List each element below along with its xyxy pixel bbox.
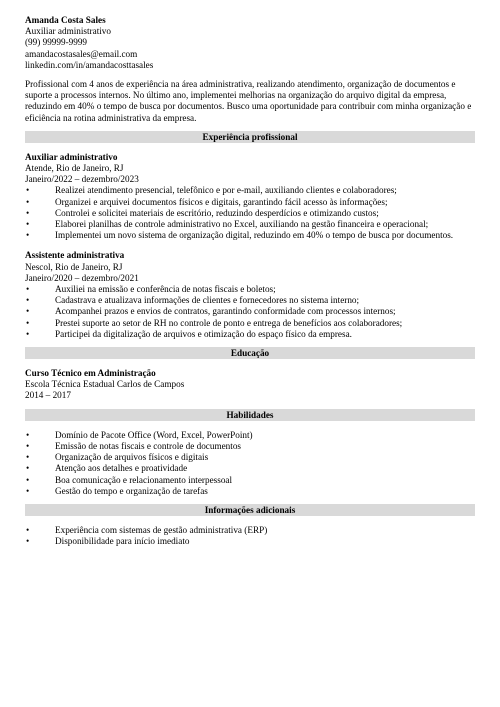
bullet-icon: • [26,440,30,451]
bullet-icon: • [26,295,30,306]
list-item-text: Realizei atendimento presencial, telefônico e por e-mail, auxiliando clientes e colaboradores; [55,185,397,196]
education-course: Curso Técnico em Administração [25,368,156,379]
candidate-name: Amanda Costa Sales [25,15,106,25]
job-period: Janeiro/2022 – dezembro/2023 [25,174,139,185]
list-item-text: Atenção aos detalhes e proatividade [55,463,188,474]
list-item [25,452,475,463]
list-item [25,536,475,547]
list-item-text: Domínio de Pacote Office (Word, Excel, PowerPoint) [55,429,253,440]
list-item [25,329,475,340]
list-item-text: Implementei um novo sistema de organização digital, reduzindo em 40% o tempo de busca por documentos. [55,230,454,241]
job-entry [25,250,475,340]
bullet-icon: • [26,185,30,196]
bullet-icon: • [26,306,30,317]
list-item [25,318,475,329]
list-item [25,486,475,497]
education-school: Escola Técnica Estadual Carlos de Campos [25,379,185,390]
bullet-icon: • [26,524,30,535]
job-title: Auxiliar administrativo [25,151,118,162]
job-duties-list [25,284,475,340]
job-location: Atende, Rio de Janeiro, RJ [25,163,124,174]
list-item [25,430,475,441]
list-item [25,197,475,208]
section-header-education: Educação [25,347,475,359]
list-item-text: Controlei e solicitei materiais de escritório, reduzindo desperdícios e otimizando custos; [55,207,379,218]
bullet-icon: • [26,452,30,463]
section-header-additional: Informações adicionais [25,504,475,516]
list-item-text: Organizei e arquivei documentos físicos e digitais, garantindo fácil acesso às informações; [55,196,388,207]
list-item [25,295,475,306]
list-item-text: Experiência com sistemas de gestão administrativa (ERP) [55,524,268,535]
list-item-text: Elaborei planilhas de controle administrativo no Excel, auxiliando na gestão financeira e operacional; [55,219,429,230]
education-period: 2014 – 2017 [25,390,71,401]
bullet-icon: • [26,463,30,474]
list-item-text: Organização de arquivos físicos e digitais [55,452,209,463]
section-header-skills: Habilidades [25,409,475,421]
candidate-email: amandacostasales@email.com [25,48,138,59]
professional-summary: Profissional com 4 anos de experiência na área administrativa, realizando atendimento, organização de documentos e suporte a processos internos. No último ano, implementei melhorias na organização do arquivo digital da empresa, reduzindo em 40% o tempo de busca por documentos. Busco uma oportunidade para contribuir com minha organização e eficiência na rotina administrativa da empresa. [25,79,472,123]
list-item [25,219,475,230]
additional-info-list [25,525,475,547]
list-item [25,441,475,452]
bullet-icon: • [26,429,30,440]
bullet-icon: • [26,219,30,230]
job-entry [25,152,475,242]
bullet-icon: • [26,485,30,496]
candidate-linkedin: linkedin.com/in/amandacosttasales [25,59,154,70]
candidate-phone: (99) 99999-9999 [25,37,88,48]
bullet-icon: • [26,230,30,241]
job-duties-list [25,185,475,241]
bullet-icon: • [26,207,30,218]
bullet-icon: • [26,474,30,485]
bullet-icon: • [26,536,30,547]
education-entry [25,368,475,402]
list-item [25,525,475,536]
list-item-text: Gestão do tempo e organização de tarefas [55,485,208,496]
contact-block [25,15,475,71]
list-item-text: Disponibilidade para início imediato [55,536,190,547]
list-item [25,230,475,241]
list-item [25,463,475,474]
list-item [25,475,475,486]
job-location: Nescol, Rio de Janeiro, RJ [25,261,123,272]
list-item-text: Cadastrava e atualizava informações de clientes e fornecedores no sistema interno; [55,295,360,306]
bullet-icon: • [26,284,30,295]
list-item [25,284,475,295]
job-title: Assistente administrativa [25,250,125,261]
list-item-text: Emissão de notas fiscais e controle de documentos [55,440,241,451]
list-item-text: Boa comunicação e relacionamento interpessoal [55,474,233,485]
skills-list [25,430,475,497]
bullet-icon: • [26,196,30,207]
job-period: Janeiro/2020 – dezembro/2021 [25,272,139,283]
list-item-text: Participei da digitalização de arquivos e otimização do espaço físico da empresa. [55,328,352,339]
list-item-text: Auxiliei na emissão e conferência de notas fiscais e boletos; [55,284,276,295]
list-item-text: Prestei suporte ao setor de RH no controle de ponto e entrega de benefícios aos colaboradores; [55,317,403,328]
list-item [25,208,475,219]
bullet-icon: • [26,317,30,328]
list-item [25,185,475,196]
candidate-role: Auxiliar administrativo [25,26,111,37]
section-header-experience: Experiência profissional [25,131,475,143]
list-item [25,306,475,317]
list-item-text: Acompanhei prazos e envios de contratos, garantindo conformidade com processos internos; [55,306,396,317]
bullet-icon: • [26,328,30,339]
